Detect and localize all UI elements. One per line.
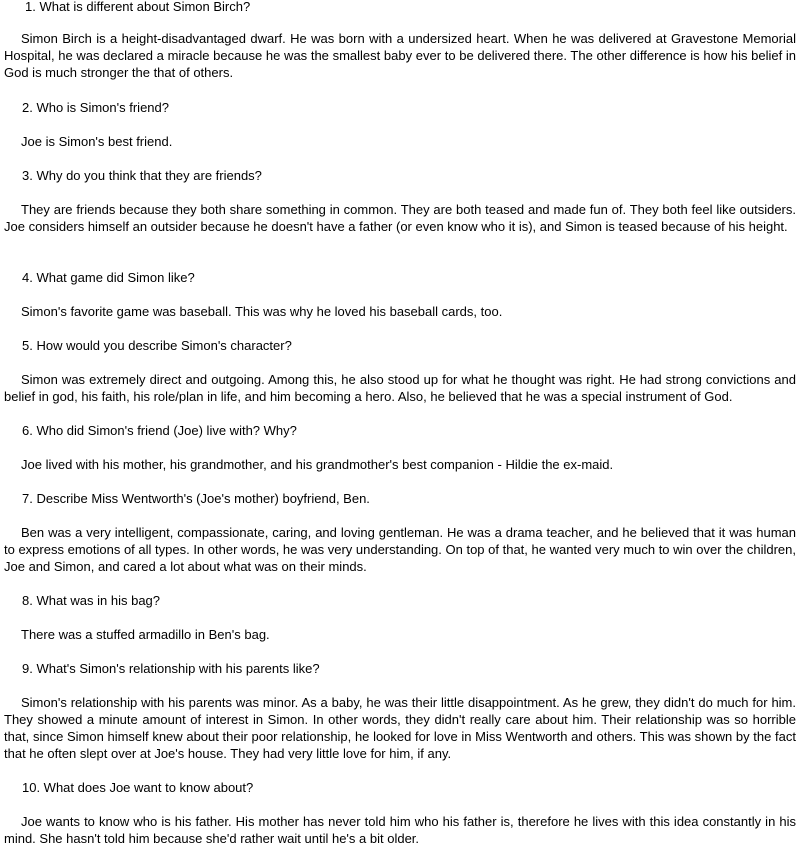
answer-1: Simon Birch is a height-disadvantaged dwarf. He was born with a undersized heart. When he was delivered at Gravestone Memorial Hospital, he was declared a miracle because he was the smallest baby ever to be delivered there. The other difference is how his belief in God is much stronger the that of others. <box>4 31 796 80</box>
answer-3: They are friends because they both share something in common. They are both teased and made fun of. They both feel like outsiders. Joe considers himself an outsider because he doesn't have a father (or even know who it is), and Simon is teased because of his height. <box>4 202 796 234</box>
answer-9: Simon's relationship with his parents was minor. As a baby, he was their little disappointment. As he grew, they didn't do much for him. They showed a minute amount of interest in Simon. In other words, they didn't really care about him. Their relationship was so horrible that, since Simon himself knew about their poor relationship, he looked for love in Miss Wentworth and others. This was shown by the fact that he often slept over at Joe's house. They had very little love for him, if any. <box>4 695 796 761</box>
question-6: 6. Who did Simon's friend (Joe) live with? Why? <box>22 423 297 438</box>
question-10: 10. What does Joe want to know about? <box>22 780 254 795</box>
answer-10: Joe wants to know who is his father. His mother has never told him who his father is, therefore he lives with this idea constantly in his mind. She hasn't told him because she'd rather wait until he's a bit older. <box>4 814 796 846</box>
answer-7: Ben was a very intelligent, compassionate, caring, and loving gentleman. He was a drama teacher, and he believed that it was human to express emotions of all types. In other words, he was very understanding. On top of that, he wanted very much to win over the children, Joe and Simon, and cared a lot about what was on their minds. <box>4 525 796 574</box>
question-9: 9. What's Simon's relationship with his parents like? <box>22 661 320 676</box>
answer-8: There was a stuffed armadillo in Ben's bag. <box>21 627 270 642</box>
question-3: 3. Why do you think that they are friends? <box>22 168 262 183</box>
question-2: 2. Who is Simon's friend? <box>22 100 169 115</box>
answer-6: Joe lived with his mother, his grandmother, and his grandmother's best companion - Hildie the ex-maid. <box>21 457 614 472</box>
answer-5: Simon was extremely direct and outgoing. Among this, he also stood up for what he thought was right. He had strong convictions and belief in god, his faith, his role/plan in life, and him becoming a hero. Also, he believed that he was a special instrument of God. <box>4 372 796 404</box>
question-5: 5. How would you describe Simon's character? <box>22 338 292 353</box>
answer-2: Joe is Simon's best friend. <box>21 134 173 149</box>
question-4: 4. What game did Simon like? <box>22 270 195 285</box>
question-7: 7. Describe Miss Wentworth's (Joe's mother) boyfriend, Ben. <box>22 491 370 506</box>
question-1: 1. What is different about Simon Birch? <box>25 0 251 14</box>
answer-4: Simon's favorite game was baseball. This was why he loved his baseball cards, too. <box>21 304 503 319</box>
question-8: 8. What was in his bag? <box>22 593 161 608</box>
